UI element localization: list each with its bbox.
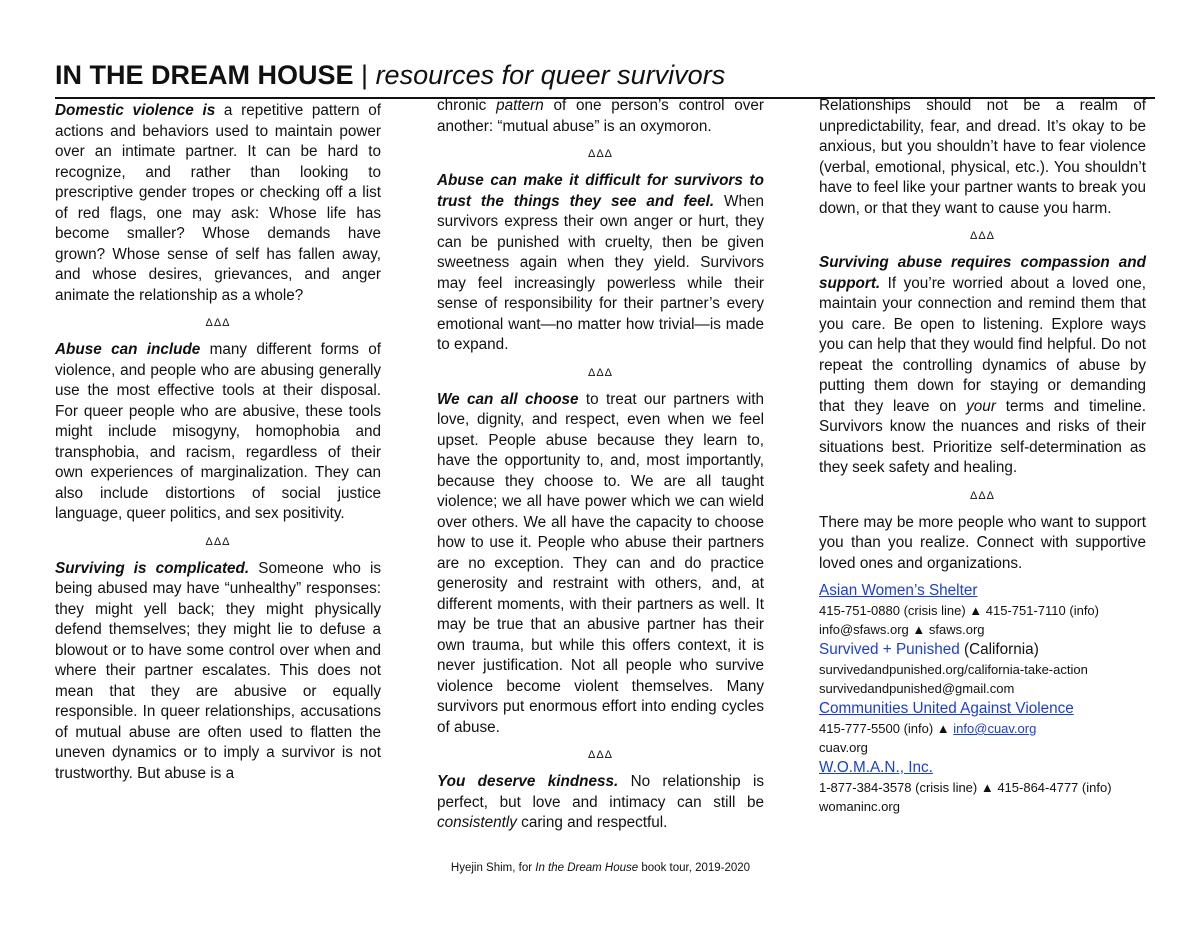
separator: ΔΔΔ: [587, 366, 614, 379]
separator: ΔΔΔ: [587, 749, 614, 761]
text-abuse-can-include: many different forms of violence, and people who are abusing generally use the most effective tools at their disposal. For queer people who are abusive, these tools might include misogyny, homophobia and transphobia, and racism, regardless of their own experiences of marginalization. They can also include distortions of social justice language, queer politics, and sex positivity.: [55, 341, 382, 522]
separator: ΔΔΔ: [205, 317, 231, 329]
credit-tour: book tour, 2019-2020: [638, 862, 751, 874]
text-compassion-a: If you’re worried about a loved one, maintain your connection and remind them that you care. Be open to listening. Explore ways you can help that they would find helpful. Do not repeat the controlling dynamics of abuse by putting them down for staying or demanding that they leave on: [819, 274, 1146, 415]
lead-trust: Abuse can make it difficult for survivors to trust the things they see and feel.: [437, 172, 764, 210]
asian-womens-shelter-phones: 415-751-0880 (crisis line) ▲ 415-751-7110 (info): [819, 603, 1099, 618]
survived-punished-heading: [819, 639, 1146, 660]
lead-choose: We can all choose: [437, 390, 579, 408]
lead-kindness: You deserve kindness.: [437, 773, 619, 790]
lead-abuse-can-include: Abuse can include: [55, 341, 201, 358]
text-surviving-complicated: Someone who is being abused may have “unhealthy” responses: they might yell back; they might physically defend themselves; they might lie to defuse a blowout or to have some control over when and where their partner escalates. This does not mean that they are abusive or equally responsible. In queer relationships, accusations of mutual abuse are often used to flatten the uneven dynamics or to imply a survivor is not trustworthy. But abuse is a: [55, 559, 382, 782]
column-1: [55, 101, 381, 784]
paragraph-relationships: Relationships should not be a realm of unpredictability, fear, and dread. It’s okay to be anxious, but you shouldn’t have to fear violence (verbal, emotional, physical, etc.). You shouldn’t have to feel like your partner wants to break you down, or that they want to cause you harm.: [819, 97, 1146, 217]
text-oxymoron: of one person’s control over another: “mutual abuse” is an oxymoron.: [437, 97, 764, 135]
text-chronic: chronic: [437, 97, 497, 114]
lead-compassion: Surviving abuse requires compassion and support.: [819, 254, 1146, 292]
credit-author: Hyejin Shim, for: [450, 862, 536, 874]
text-compassion-b: terms and timeline. Survivors know the nuances and risks of their situations best. Prioritize self-determination as they seek safety and healing.: [819, 397, 1146, 476]
column-3: [819, 96, 1146, 816]
credit-line: [437, 860, 764, 876]
text-pattern: pattern: [496, 97, 544, 114]
resources-list: [819, 580, 1146, 816]
paragraph-connect: There may be more people who want to support you than you realize. Connect with supportive loved ones and organizations.: [819, 513, 1146, 572]
paragraph-trust: [437, 171, 764, 356]
paragraph-choose: [437, 390, 764, 739]
title-main: IN THE DREAM HOUSE: [55, 60, 354, 90]
column-2: [437, 96, 764, 834]
title-divider: |: [353, 60, 376, 90]
text-choose: to treat our partners with love, dignity, and respect, even when we feel upset. People abuse because they learn to, have the opportunity to, and, most importantly, because they choose to. We are all taught violence; we all have power which we can wield over others. We all have the capacity to choose how to use it. People who abuse their partners are no exception. They can and do practice generosity and restraint with others, and, at different moments, with their partners as well. It may be true that an abusive partner has their own trauma, but while this offers context, it is never justification. Not all people who survive violence become violent themselves. Many survivors put enormous effort into ending cycles of abuse.: [437, 390, 765, 736]
separator: ΔΔΔ: [205, 535, 231, 548]
separator: ΔΔΔ: [969, 489, 996, 502]
paragraph-abuse-can-include: [55, 340, 381, 525]
woman-inc-site: womaninc.org: [819, 799, 900, 814]
asian-womens-shelter-contact: info@sfaws.org ▲ sfaws.org: [819, 622, 985, 637]
text-kindness-b: caring and respectful.: [516, 814, 668, 831]
paragraph-kindness: [437, 772, 764, 834]
cuav-phone: [819, 719, 1146, 738]
woman-inc-phones: 1-877-384-3578 (crisis line) ▲ 415-864-4777 (info): [819, 780, 1112, 795]
paragraph-surviving-complicated: [55, 559, 381, 785]
survived-punished-url: survivedandpunished.org/california-take-action: [819, 662, 1088, 677]
separator: ΔΔΔ: [587, 148, 614, 160]
survived-punished-region: (California): [959, 641, 1039, 658]
paragraph-mutual-abuse: [437, 96, 764, 137]
link-cuav-email[interactable]: info@cuav.org: [953, 721, 1037, 736]
text-trust: When survivors express their own anger or hurt, they can be punished with cruelty, then be given sweetness again when they yield. Survivors may feel increasingly powerless while their sense of responsibility for their partner’s every emotional want—no matter how trivial—is made to expand.: [437, 192, 764, 353]
text-domestic-violence: a repetitive pattern of actions and behaviors used to maintain power over an intimate partner. It can be hard to recognize, and rather than looking to prescriptive gender tropes or checking off a list of red flags, one may ask: Whose life has become smaller? Whose demands have grown? Whose sense of self has fallen away, and whose desires, grievances, and anger animate the relationship as a whole?: [55, 102, 381, 304]
paragraph-compassion: [819, 253, 1146, 479]
page-title: [55, 55, 1155, 99]
survived-punished-email: survivedandpunished@gmail.com: [819, 681, 1015, 696]
paragraph-domestic-violence: [55, 101, 381, 306]
separator: ΔΔΔ: [969, 230, 996, 242]
link-survived-punished[interactable]: Survived + Punished: [819, 641, 960, 658]
link-woman-inc[interactable]: W.O.M.A.N., Inc.: [819, 759, 933, 776]
link-asian-womens-shelter[interactable]: Asian Women’s Shelter: [819, 582, 978, 599]
cuav-site: cuav.org: [819, 740, 868, 755]
link-cuav[interactable]: Communities United Against Violence: [819, 700, 1074, 717]
text-consistently: consistently: [437, 814, 517, 831]
cuav-phone-text: 415-777-5500 (info) ▲: [819, 721, 954, 736]
credit-book: In the Dream House: [535, 862, 639, 874]
text-your: your: [966, 397, 996, 415]
lead-surviving-complicated: Surviving is complicated.: [55, 559, 250, 577]
lead-domestic-violence: Domestic violence is: [55, 102, 216, 119]
title-subtitle: resources for queer survivors: [375, 60, 726, 90]
text-kindness-a: No relationship is perfect, but love and intimacy can still be: [437, 773, 764, 811]
